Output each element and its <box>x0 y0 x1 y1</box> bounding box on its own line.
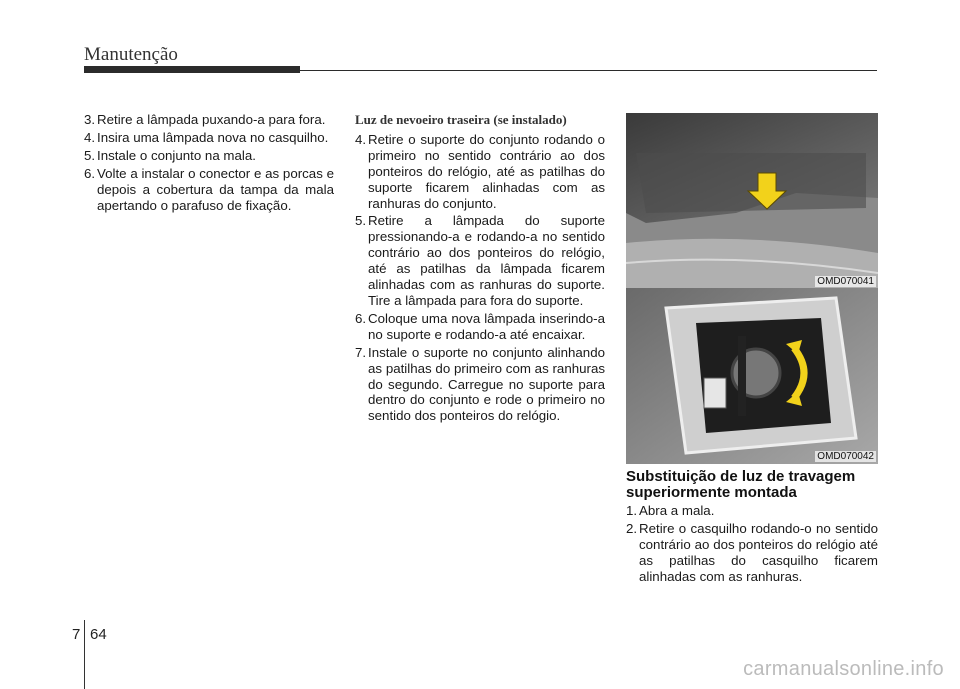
header-bar <box>84 66 300 73</box>
chapter-number: 7 <box>72 626 81 643</box>
item-text: Retire o suporte do conjunto rodando o primeiro no sentido contrário ao dos ponteiros do relógio, até as patilhas do suporte ficarem alinhadas com as ranhuras do conjunto. <box>368 131 605 211</box>
item-number: 2. <box>626 520 638 536</box>
list-item <box>355 345 605 425</box>
socket-illustration <box>626 288 878 464</box>
fog-lamp-socket-figure <box>626 288 878 464</box>
header-rule <box>300 70 877 71</box>
list-item <box>355 213 605 308</box>
figure-caption: OMD070041 <box>817 276 874 287</box>
page-title: Manutenção <box>84 44 178 65</box>
item-number: 7. <box>355 344 367 360</box>
list-item <box>84 166 334 214</box>
item-text: Instale o conjunto na mala. <box>97 147 256 163</box>
item-text: Abra a mala. <box>639 503 715 518</box>
rear-lamp-figure <box>626 113 878 289</box>
item-number: 4. <box>84 129 96 145</box>
list-item <box>84 112 334 128</box>
item-number: 6. <box>84 165 96 181</box>
section-title: Substituição de luz de travagem superiormente montada <box>626 468 856 501</box>
item-text: Retire a lâmpada do suporte pressionando-a e rodando-a no sentido contrário ao dos ponteiros do relógio, até as patilhas da lâmpada ficarem alinhadas com as ranhuras do suporte. Tire a lâmpada para fora do suporte. <box>368 213 605 308</box>
list-item <box>355 311 605 343</box>
item-text: Coloque uma nova lâmpada inserindo-a no suporte e rodando-a até encaixar. <box>368 310 605 342</box>
item-number: 5. <box>84 147 96 163</box>
column-2 <box>355 112 605 426</box>
item-text: Insira uma lâmpada nova no casquilho. <box>97 129 329 145</box>
watermark: carmanualsonline.info <box>743 658 944 680</box>
list-item <box>84 148 334 164</box>
item-number: 3. <box>84 112 96 127</box>
list-item <box>84 130 334 146</box>
item-number: 1. <box>626 503 638 518</box>
column-3 <box>626 503 878 587</box>
item-text: Retire a lâmpada puxando-a para fora. <box>97 112 326 127</box>
item-number: 6. <box>355 310 367 326</box>
list-item <box>626 521 878 585</box>
column-1 <box>84 112 334 215</box>
list-item <box>355 132 605 212</box>
car-rear-illustration <box>626 113 878 289</box>
item-number: 4. <box>355 131 367 147</box>
item-number: 5. <box>355 213 367 229</box>
footer-rule <box>84 620 85 689</box>
item-text: Instale o suporte no conjunto alinhando as patilhas do primeiro com as ranhuras do segundo. Carregue no suporte para dentro do conjunto e rode o primeiro no sentido dos ponteiros do relógio. <box>368 344 605 424</box>
section-subheading: Luz de nevoeiro traseira (se instalado) <box>355 112 567 127</box>
figure-caption: OMD070042 <box>817 451 874 462</box>
page-number-value: 64 <box>90 626 107 643</box>
item-text: Volte a instalar o conector e as porcas e depois a cobertura da tampa da mala apertando o parafuso de fixação. <box>97 165 334 213</box>
list-item <box>626 503 878 519</box>
item-text: Retire o casquilho rodando-o no sentido contrário ao dos ponteiros do relógio até as patilhas do casquilho ficarem alinhadas com as ranhuras. <box>639 520 878 584</box>
